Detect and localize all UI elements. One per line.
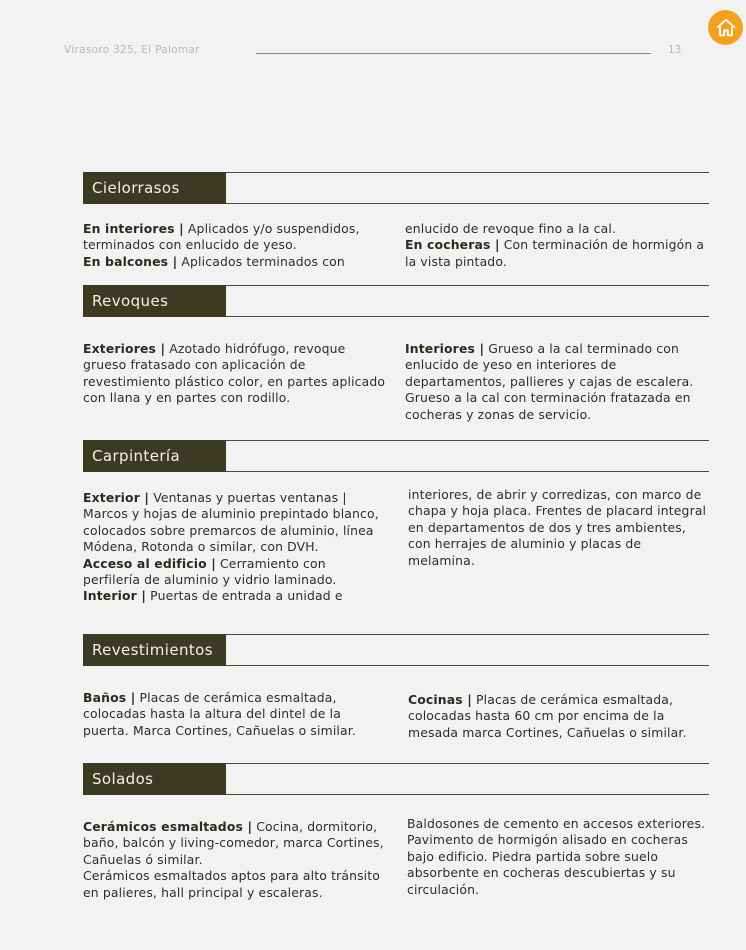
section-header-revoques xyxy=(83,285,709,317)
section-right-column xyxy=(405,221,705,270)
paragraph xyxy=(405,341,711,390)
home-icon xyxy=(715,17,737,39)
paragraph-label: Interiores | xyxy=(405,341,485,356)
paragraph xyxy=(408,692,708,741)
section-title: Revoques xyxy=(83,285,226,317)
section-right-column xyxy=(408,692,708,741)
paragraph-label: En balcones | xyxy=(83,253,178,269)
paragraph-text: Cerramiento con perfilería de aluminio y vidrio laminado. xyxy=(83,555,337,588)
section-left-column xyxy=(83,221,383,270)
paragraph xyxy=(83,341,389,407)
paragraph-text: Cerámicos esmaltados aptos para alto tránsito en palieres, hall principal y escaleras. xyxy=(83,868,381,900)
paragraph-text: Azotado hidrófugo, revoque grueso fratasado con aplicación de revestimiento plástico color, en partes aplicado con llana y en partes con rodillo. xyxy=(83,341,386,406)
paragraph-text: Con terminación de hormigón a la vista pintado. xyxy=(405,237,705,269)
paragraph-label: Cocinas | xyxy=(408,692,472,707)
section-left-column xyxy=(83,690,383,739)
paragraph xyxy=(408,487,710,569)
section-header-cielorrasos xyxy=(83,172,709,204)
paragraph-text: Baldosones de cemento en accesos exteriores. Pavimento de hormigón alisado en cocheras bajo edificio. Piedra partida sobre suelo absorbente en cocheras descubiertas y su circulación. xyxy=(407,816,706,897)
paragraph xyxy=(83,588,379,604)
header-divider xyxy=(256,53,651,54)
paragraph xyxy=(83,221,383,254)
paragraph-text: Grueso a la cal con terminación fratazada en cocheras y zonas de servicio. xyxy=(405,390,691,422)
header-address: Virasoro 325, El Palomar xyxy=(64,44,200,56)
paragraph-label: Exterior | xyxy=(83,490,150,505)
paragraph-text: Aplicados terminados con xyxy=(177,253,345,269)
section-right-column xyxy=(407,816,713,898)
paragraph-label: En cocheras | xyxy=(405,237,500,253)
section-header-revestimientos xyxy=(83,634,709,666)
section-title: Cielorrasos xyxy=(83,172,226,204)
paragraph-label: Interior | xyxy=(83,588,147,604)
section-header-carpinteria xyxy=(83,440,709,472)
paragraph-label: Baños | xyxy=(83,690,136,705)
section-title: Solados xyxy=(83,763,226,795)
section-left-column xyxy=(83,341,389,407)
home-button[interactable] xyxy=(708,10,743,45)
paragraph-label: Exteriores | xyxy=(83,341,166,356)
paragraph-text: Aplicados y/o suspendidos, terminados con enlucido de yeso. xyxy=(83,221,360,253)
paragraph xyxy=(405,390,711,423)
paragraph xyxy=(83,819,389,868)
paragraph xyxy=(83,556,379,589)
section-header-solados xyxy=(83,763,709,795)
paragraph xyxy=(405,221,705,237)
paragraph-text: Grueso a la cal terminado con enlucido de yeso en interiores de departamentos, pallieres y cajas de escalera. xyxy=(405,341,694,389)
paragraph xyxy=(83,490,379,556)
paragraph xyxy=(83,254,383,270)
page-number: 13 xyxy=(668,44,682,56)
section-right-column xyxy=(408,487,710,569)
section-title: Revestimientos xyxy=(83,634,226,666)
paragraph-text: Placas de cerámica esmaltada, colocadas hasta la altura del dintel de la puerta. Marca Cortines, Cañuelas o similar. xyxy=(83,690,356,738)
paragraph-label: Acceso al edificio | xyxy=(83,555,216,571)
paragraph-label: Cerámicos esmaltados | xyxy=(83,819,253,834)
section-left-column xyxy=(83,490,379,605)
paragraph-text: Cocina, dormitorio, baño, balcón y living-comedor, marca Cortines, Cañuelas ó similar. xyxy=(83,819,384,867)
paragraph-label: En interiores | xyxy=(83,221,184,236)
paragraph xyxy=(405,237,705,270)
paragraph xyxy=(83,868,389,901)
paragraph-text: Placas de cerámica esmaltada, colocadas hasta 60 cm por encima de la mesada marca Cortines, Cañuelas o similar. xyxy=(408,692,687,740)
paragraph xyxy=(407,816,713,898)
paragraph-text: interiores, de abrir y corredizas, con marco de chapa y hoja placa. Frentes de placard integral en departamentos de dos y tres ambientes, con herrajes de aluminio y placas de melamina. xyxy=(408,487,707,568)
paragraph-text: Puertas de entrada a unidad e xyxy=(146,588,343,604)
paragraph-text: enlucido de revoque fino a la cal. xyxy=(405,221,617,236)
paragraph xyxy=(83,690,383,739)
section-left-column xyxy=(83,819,389,901)
paragraph-text: Ventanas y puertas ventanas | Marcos y hojas de aluminio prepintado blanco, colocados sobre premarcos de aluminio, línea Módena, Rotonda o similar, con DVH. xyxy=(83,490,379,555)
section-right-column xyxy=(405,341,711,423)
section-title: Carpintería xyxy=(83,440,226,472)
